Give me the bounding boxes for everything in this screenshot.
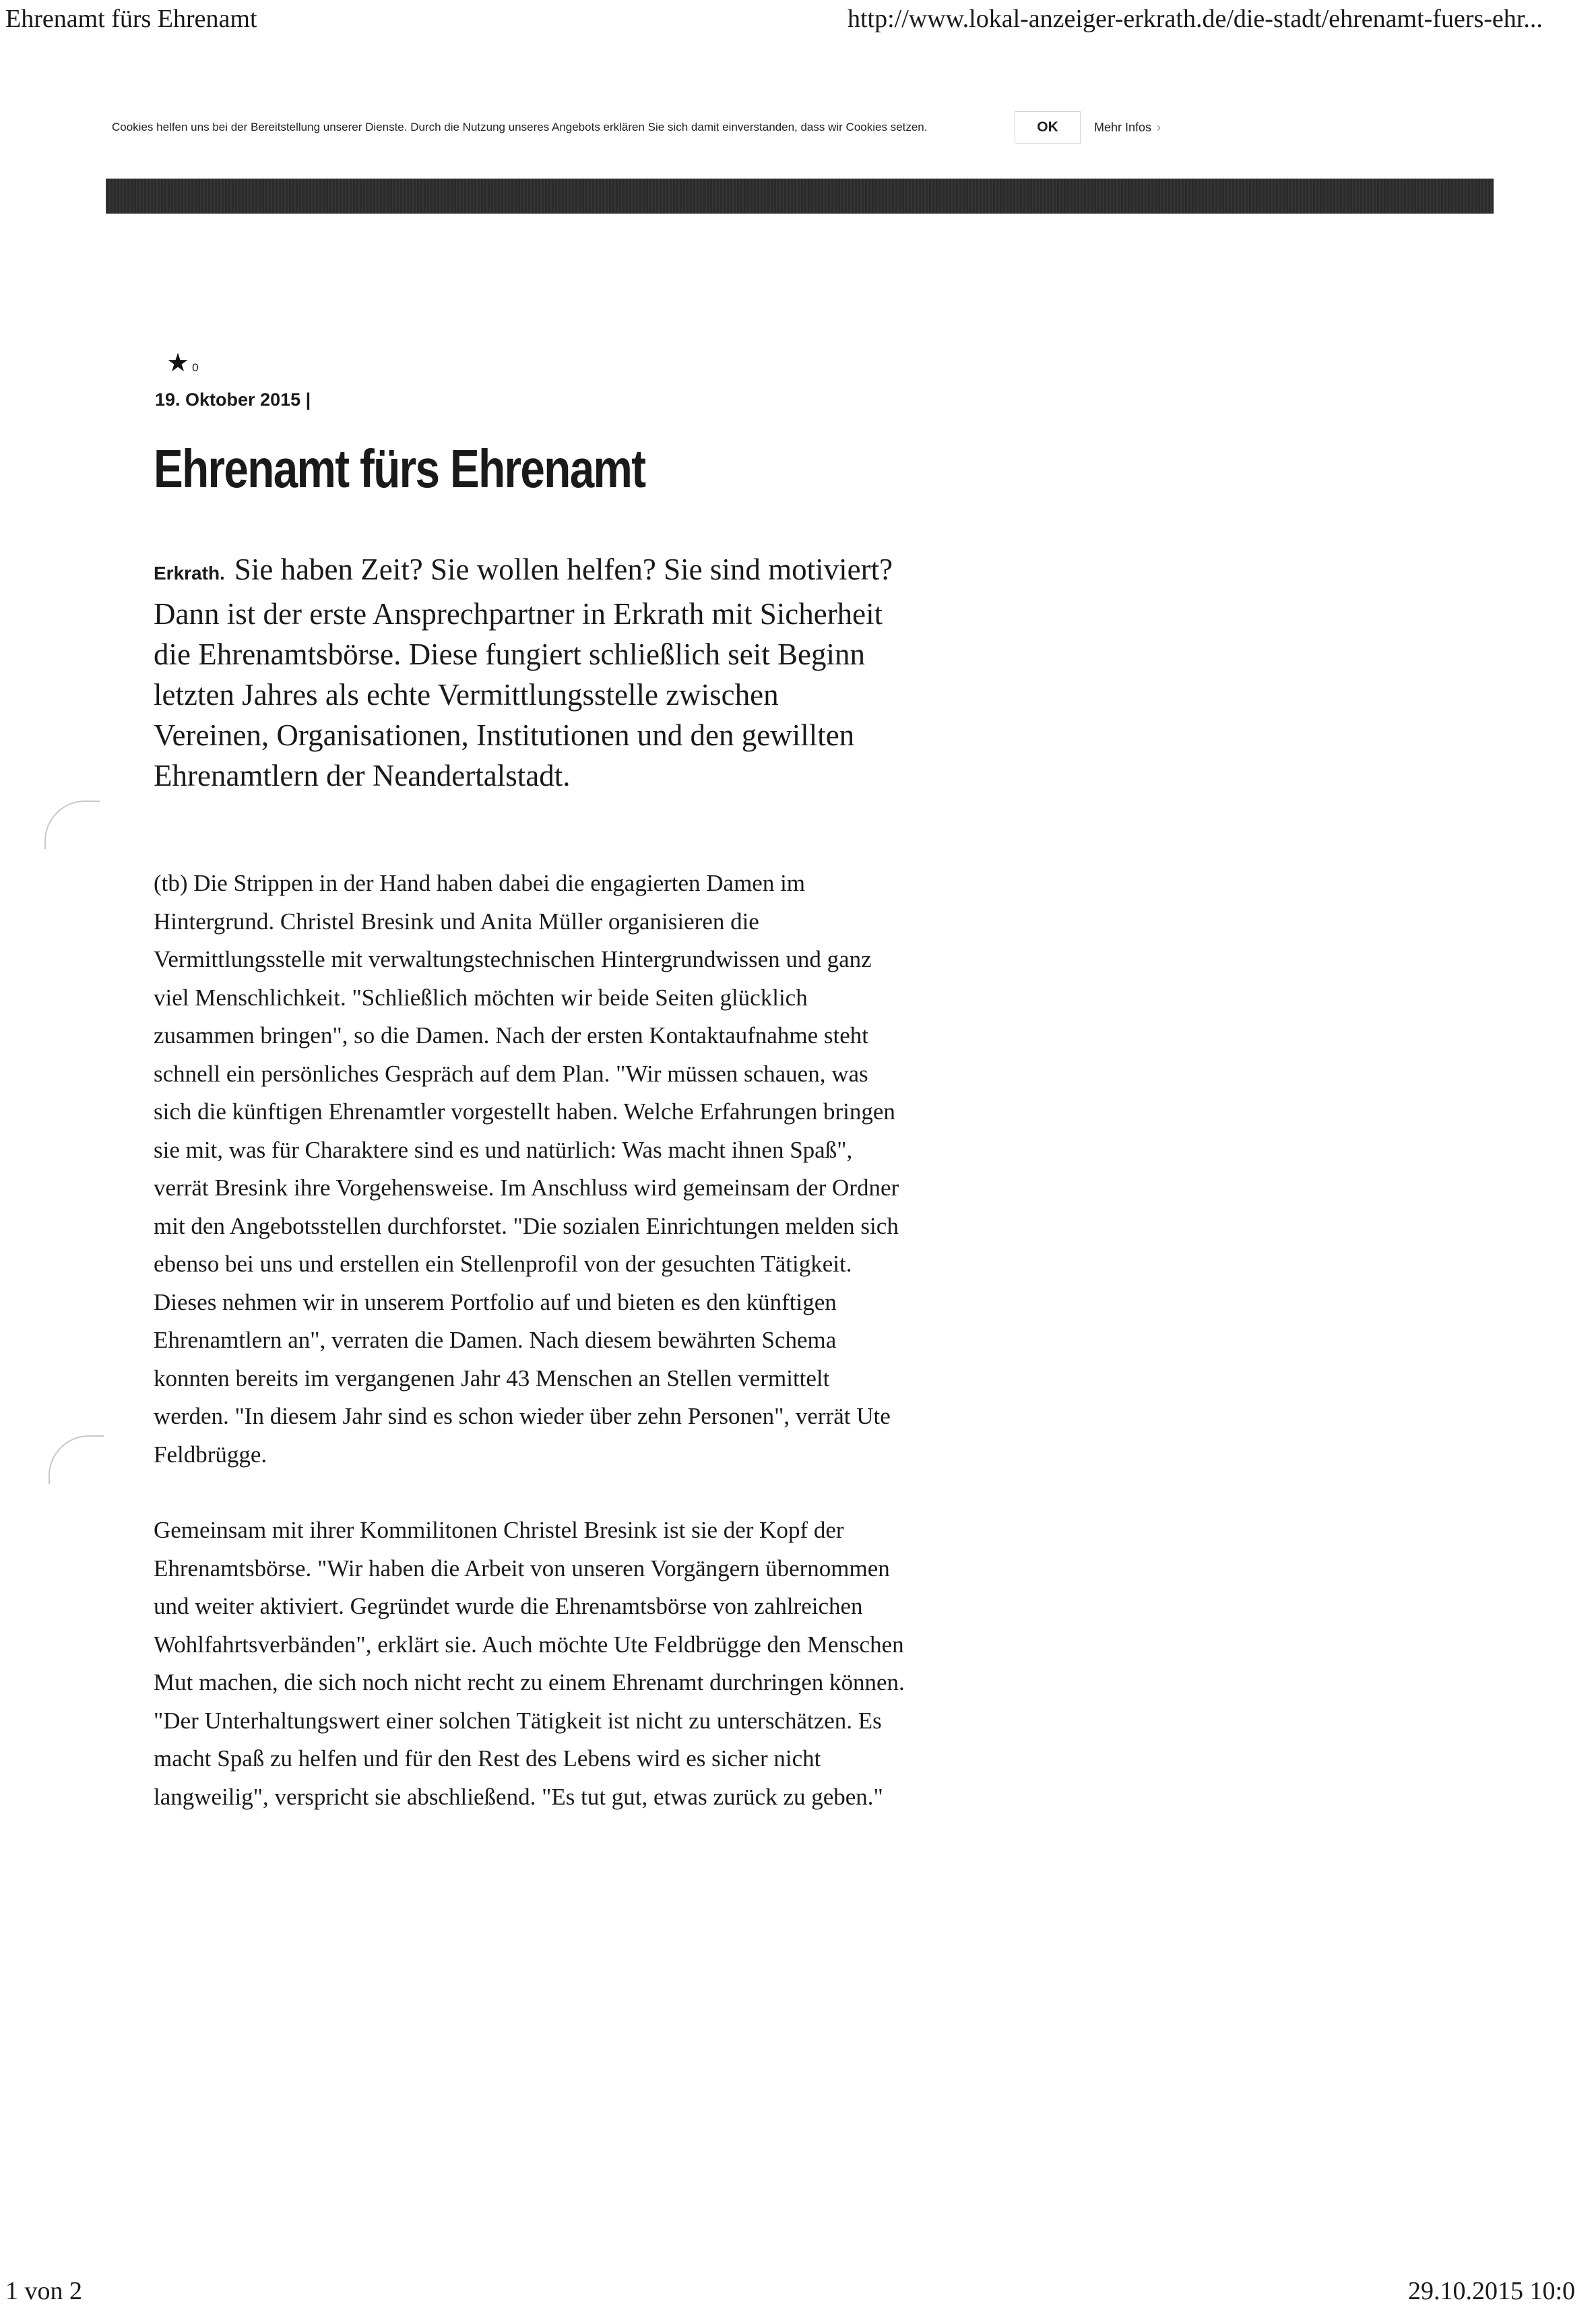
lead-text: Sie haben Zeit? Sie wollen helfen? Sie sind motiviert? Dann ist der erste Ansprechpartner in Erkrath mit Sicherheit die Ehrenamtsbörse. Diese fungiert schließlich seit Beginn letzten Jahres als echte Vermittlungsstelle zwischen Vereinen, Organisationen, Institutionen und den gewillten Ehrenamtlern der Neandertalstadt. <box>154 553 893 792</box>
punch-hole-mark <box>44 801 100 849</box>
rating-count: 0 <box>192 361 199 374</box>
cookie-notice-text: Cookies helfen uns bei der Bereitstellung unserer Dienste. Durch die Nutzung unseres Angebots erklären Sie sich damit einverstanden, dass wir Cookies setzen. <box>112 121 928 133</box>
print-header-title: Ehrenamt fürs Ehrenamt <box>5 5 257 33</box>
star-icon[interactable]: ★ <box>166 349 190 377</box>
more-info-link[interactable] <box>1094 121 1161 135</box>
article-title: Ehrenamt fürs Ehrenamt <box>154 439 645 499</box>
cookie-ok-button[interactable]: OK <box>1015 111 1081 144</box>
body-paragraph: (tb) Die Strippen in der Hand haben dabei die engagierten Damen im Hintergrund. Christel Bresink und Anita Müller organisieren die Vermittlungsstelle mit verwaltungstechnischen Hintergrundwissen und ganz viel Menschlichkeit. "Schließlich möchten wir beide Seiten glücklich zusammen bringen", so die Damen. Nach der ersten Kontaktaufnahme steht schnell ein persönliches Gespräch auf dem Plan. "Wir müssen schauen, was sich die künftigen Ehrenamtler vorgestellt haben. Welche Erfahrungen bringen sie mit, was für Charaktere sind es und natürlich: Was macht ihnen Spaß", verrät Bresink ihre Vorgehensweise. Im Anschluss wird gemeinsam der Ordner mit den Angebotsstellen durchforstet. "Die sozialen Einrichtungen melden sich ebenso bei uns und erstellen ein Stellenprofil von der gesuchten Tätigkeit. Dieses nehmen wir in unserem Portfolio auf und bieten es den künftigen Ehrenamtlern an", verraten die Damen. Nach diesem bewährten Schema konnten bereits im vergangenen Jahr 43 Menschen an Stellen vermittelt werden. "In diesem Jahr sind es schon wieder über zehn Personen", verrät Ute Feldbrügge. <box>154 870 899 1468</box>
punch-hole-mark <box>49 1435 104 1484</box>
rating[interactable] <box>166 350 199 376</box>
cookie-banner <box>112 109 1161 146</box>
print-header-url: http://www.lokal-anzeiger-erkrath.de/die-stadt/ehrenamt-fuers-ehr... <box>848 5 1543 33</box>
dateline: Erkrath. <box>154 563 225 584</box>
site-navigation-bar[interactable] <box>106 179 1494 214</box>
chevron-right-icon: › <box>1157 120 1161 134</box>
body-paragraph: Gemeinsam mit ihrer Kommilitonen Christel Bresink ist sie der Kopf der Ehrenamtsbörse. "Wir haben die Arbeit von unseren Vorgängern übernommen und weiter aktiviert. Gegründet wurde die Ehrenamtsbörse von zahlreichen Wohlfahrtsverbänden", erklärt sie. Auch möchte Ute Feldbrügge den Menschen Mut machen, die sich noch nicht recht zu einem Ehrenamt durchringen können. "Der Unterhaltungswert einer solchen Tätigkeit ist nicht zu unterschätzen. Es macht Spaß zu helfen und für den Rest des Lebens wird es sicher nicht langweilig", verspricht sie abschließend. "Es tut gut, etwas zurück zu geben." <box>154 1517 905 1810</box>
print-footer-page: 1 von 2 <box>5 2277 82 2305</box>
more-info-label: Mehr Infos <box>1094 120 1152 134</box>
article-lead <box>154 549 895 796</box>
article-body <box>154 865 907 1854</box>
article-date: 19. Oktober 2015 | <box>155 389 311 410</box>
print-footer-timestamp: 29.10.2015 10:0 <box>1408 2277 1576 2305</box>
